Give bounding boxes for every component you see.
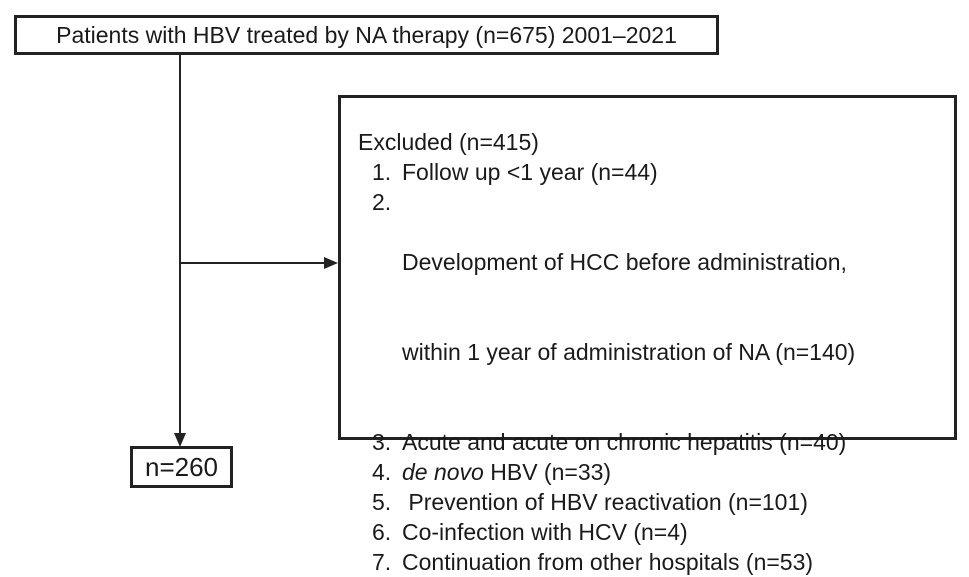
excluded-item-2-line1: Development of HCC before administration, <box>402 249 847 275</box>
excluded-item-4-rest: HBV (n=33) <box>483 459 612 485</box>
excluded-box <box>338 95 957 575</box>
excluded-item-5-number: 5. <box>372 489 392 515</box>
excluded-item-3-text: Acute and acute on chronic hepatitis (n=40) <box>402 429 847 455</box>
vertical-connector <box>179 54 181 434</box>
excluded-item-2-line2: within 1 year of administration of NA (n=140) <box>402 339 856 365</box>
excluded-item-2 <box>372 187 940 427</box>
excluded-item-6-text: Co-infection with HCV (n=4) <box>402 519 688 545</box>
excluded-item-4-text <box>402 457 940 487</box>
arrowhead-right-icon <box>324 257 338 269</box>
excluded-item-3 <box>372 427 940 457</box>
excluded-item-7 <box>372 547 940 577</box>
excluded-item-3-number: 3. <box>372 429 392 455</box>
patients-box-label: Patients with HBV treated by NA therapy (n=675) 2001–2021 <box>56 21 677 48</box>
excluded-item-5-text: Prevention of HBV reactivation (n=101) <box>402 489 808 515</box>
excluded-item-4-italic: de novo <box>402 459 484 485</box>
patients-box <box>14 15 719 55</box>
excluded-item-6 <box>372 517 940 547</box>
excluded-item-6-number: 6. <box>372 519 392 545</box>
excluded-item-5 <box>372 487 940 517</box>
excluded-item-7-number: 7. <box>372 549 392 575</box>
excluded-item-2-number: 2. <box>372 189 392 215</box>
excluded-item-7-text: Continuation from other hospitals (n=53) <box>402 549 814 575</box>
excluded-item-1 <box>372 157 940 187</box>
excluded-item-4 <box>372 457 940 487</box>
result-box <box>130 446 233 488</box>
excluded-item-2-text <box>402 187 940 427</box>
horizontal-connector <box>179 262 325 264</box>
excluded-item-1-number: 1. <box>372 159 392 185</box>
excluded-box-title: Excluded (n=415) <box>358 129 539 155</box>
excluded-item-4-number: 4. <box>372 459 392 485</box>
result-box-label: n=260 <box>144 451 219 482</box>
excluded-item-list <box>372 157 940 577</box>
arrowhead-down-icon <box>174 433 186 447</box>
excluded-item-1-text: Follow up <1 year (n=44) <box>402 159 658 185</box>
